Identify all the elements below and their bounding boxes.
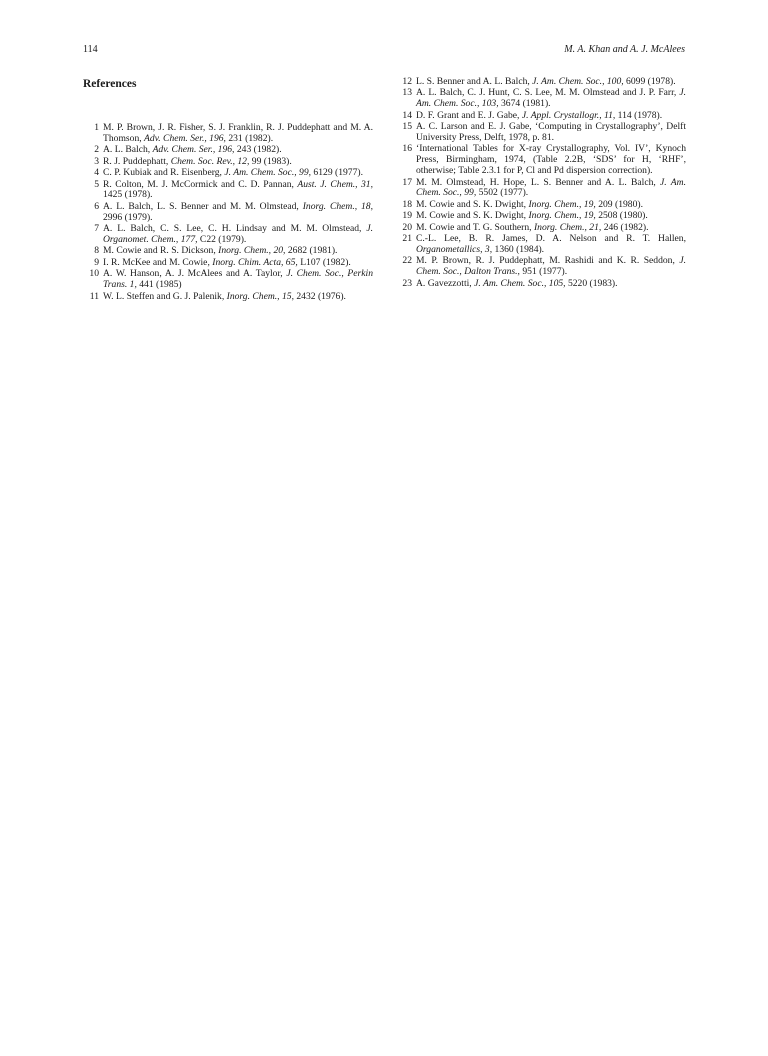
reference-item [83,202,373,224]
reference-item [83,269,373,291]
reference-number: 14 [402,109,412,121]
reference-item [396,234,686,256]
reference-segment: 209 (1980). [595,198,643,210]
reference-segment: ‘International Tables for X-ray Crystallography, Vol. IV’, Kynoch Press, Birmingham, 1974, (Table 2.2B, ‘SDS’ for H, ‘RHF’, otherwise; Table 2.3.1 for P, Cl and Pd dispersion correction). [416,143,686,177]
reference-item [83,258,373,269]
reference-segment: 6129 (1977). [311,167,363,179]
reference-item [83,123,373,145]
reference-text [416,144,686,177]
reference-segment: 441 (1985) [136,279,182,291]
reference-segment: A. L. Balch, C. S. Lee, C. H. Lindsay and M. M. Olmstead, [103,223,367,235]
journal-citation: J. Am. Chem. Soc., 99, [416,176,686,199]
journal-citation: J. Organomet. Chem., 177, [103,223,373,245]
reference-segment: M. Cowie and T. G. Southern, [416,221,534,233]
reference-segment: A. L. Balch, L. S. Benner and M. M. Olmstead, [103,200,303,212]
reference-text [103,145,373,156]
reference-segment: R. Colton, M. J. McCormick and C. D. Pannan, [103,178,298,190]
reference-number: 10 [89,268,99,280]
reference-segment: L107 (1982). [297,256,351,268]
reference-text [103,269,373,291]
references-left-column [83,123,373,303]
reference-segment: 1360 (1984). [492,244,545,255]
running-authors: M. A. Khan and A. J. McAlees [564,44,685,55]
reference-segment: 1425 (1978). [103,189,153,201]
reference-item [83,145,373,156]
reference-segment: M. Cowie and S. K. Dwight, [416,198,529,210]
reference-segment: A. L. Balch, C. J. Hunt, C. S. Lee, M. M. Olmstead and J. P. Farr, [416,87,680,99]
reference-text [416,211,686,222]
reference-item [83,224,373,246]
reference-item [396,122,686,144]
reference-item [396,144,686,177]
reference-segment: M. P. Brown, R. J. Puddephatt, M. Rashidi and K. R. Seddon, [416,255,680,267]
reference-number: 13 [402,87,412,99]
journal-citation: Inorg. Chem., 19, [528,210,596,222]
reference-number: 5 [94,178,99,190]
reference-segment: 2996 (1979). [103,211,153,223]
journal-citation: J. Chem. Soc., Perkin Trans. 1, [103,268,373,291]
journal-citation: Adv. Chem. Ser., 196, [152,144,235,156]
references-right-column [396,77,686,290]
reference-segment: 6099 (1978). [623,76,676,87]
reference-item [396,256,686,278]
running-header [83,44,685,56]
journal-citation: Adv. Chem. Ser., 196, [144,132,226,144]
reference-segment: C. P. Kubiak and R. Eisenberg, [103,167,225,179]
reference-segment: 2682 (1981). [285,245,338,257]
reference-segment: W. L. Steffen and G. J. Palenik, [103,290,227,302]
reference-segment: 231 (1982). [225,132,274,144]
journal-citation: Aust. J. Chem., 31, [297,178,373,190]
journal-citation: Inorg. Chem., 21, [533,221,602,233]
references-heading: References [83,78,137,90]
journal-citation: Inorg. Chem., 19, [528,198,596,210]
reference-number: 11 [89,290,99,302]
reference-segment: D. F. Grant and E. J. Gabe, [416,109,522,121]
reference-number: 2 [94,144,99,156]
journal-citation: Inorg. Chem., 20, [218,245,286,257]
reference-segment: 99 (1983). [249,155,292,167]
reference-segment: 243 (1982). [234,144,282,156]
reference-item [83,246,373,257]
reference-segment: A. W. Hanson, A. J. McAlees and A. Taylor, [103,268,287,280]
reference-text [103,123,373,145]
journal-citation: J. Appl. Crystallogr., 11, [521,109,616,121]
reference-number: 18 [402,198,412,210]
reference-segment: 114 (1978). [615,109,663,121]
reference-segment: R. J. Puddephatt, [103,155,171,167]
reference-segment: 3674 (1981). [498,98,551,110]
journal-citation: J. Chem. Soc., Dalton Trans., [416,255,686,278]
journal-citation: J. Am. Chem. Soc., 103, [416,87,686,110]
reference-item [83,180,373,202]
reference-segment: C.-L. Lee, B. R. James, D. A. Nelson and R. T. Hallen, [416,233,686,245]
reference-item [396,223,686,234]
reference-item [396,200,686,211]
reference-segment: C22 (1979). [197,234,247,245]
reference-item [83,292,373,303]
reference-text [416,223,686,234]
journal-citation: J. Am. Chem. Soc., 100, [532,76,624,87]
reference-number: 1 [94,122,99,133]
reference-segment: M. M. Olmstead, H. Hope, L. S. Benner and A. L. Balch, [416,176,661,188]
reference-text [416,279,686,290]
journal-citation: J. Am. Chem. Soc., 105, [474,277,566,289]
reference-segment: 246 (1982). [601,221,649,233]
reference-segment: M. Cowie and S. K. Dwight, [416,210,529,222]
reference-text [416,122,686,144]
reference-number: 12 [402,76,412,87]
reference-text [103,180,373,202]
reference-number: 16 [402,143,412,155]
reference-number: 9 [94,256,99,268]
reference-text [416,178,686,200]
reference-segment: 2432 (1976). [293,290,346,302]
reference-number: 20 [402,221,412,233]
reference-number: 19 [402,210,412,222]
reference-segment: 5502 (1977). [476,187,529,199]
reference-text [103,157,373,168]
reference-text [416,88,686,110]
reference-number: 21 [402,233,412,245]
reference-text [103,258,373,269]
journal-citation: J. Am. Chem. Soc., 99, [224,167,312,179]
reference-text [416,77,686,88]
reference-number: 15 [402,121,412,133]
reference-number: 7 [94,223,99,235]
reference-text [103,168,373,179]
reference-number: 6 [94,200,99,212]
reference-item [396,178,686,200]
reference-item [396,211,686,222]
reference-segment: 5220 (1983). [565,277,618,289]
reference-item [396,77,686,88]
reference-segment: 2508 (1980). [595,210,648,222]
reference-item [396,111,686,122]
reference-number: 17 [402,176,412,188]
reference-text [103,246,373,257]
reference-number: 22 [402,255,412,267]
journal-citation: Inorg. Chim. Acta, 65, [212,256,298,268]
reference-segment: A. Gavezzotti, [416,277,475,289]
reference-segment: 951 (1977). [519,266,568,278]
reference-text [416,234,686,256]
reference-segment: A. C. Larson and E. J. Gabe, ‘Computing in Crystallography’, Delft University Press, Delft, 1978, p. 81. [416,121,686,143]
reference-text [103,292,373,303]
reference-segment: A. L. Balch, [103,144,153,156]
page-number: 114 [83,44,98,55]
reference-text [416,111,686,122]
reference-segment: M. P. Brown, J. R. Fisher, S. J. Franklin, R. J. Puddephatt and M. A. Thomson, [103,122,373,144]
journal-citation: Inorg. Chem., 18, [302,200,373,212]
reference-item [396,279,686,290]
journal-citation: Chem. Soc. Rev., 12, [170,155,250,167]
reference-item [83,157,373,168]
journal-citation: Inorg. Chem., 15, [226,290,294,302]
reference-item [83,168,373,179]
reference-number: 23 [402,277,412,289]
reference-segment: I. R. McKee and M. Cowie, [103,256,213,268]
reference-item [396,88,686,110]
reference-number: 4 [94,167,99,179]
reference-text [416,200,686,211]
reference-number: 3 [94,155,99,167]
reference-segment: M. Cowie and R. S. Dickson, [103,245,219,257]
reference-text [103,202,373,224]
reference-text [103,224,373,246]
reference-text [416,256,686,278]
reference-number: 8 [94,245,99,257]
journal-citation: Organometallics, 3, [416,244,493,255]
reference-segment: L. S. Benner and A. L. Balch, [416,76,533,87]
